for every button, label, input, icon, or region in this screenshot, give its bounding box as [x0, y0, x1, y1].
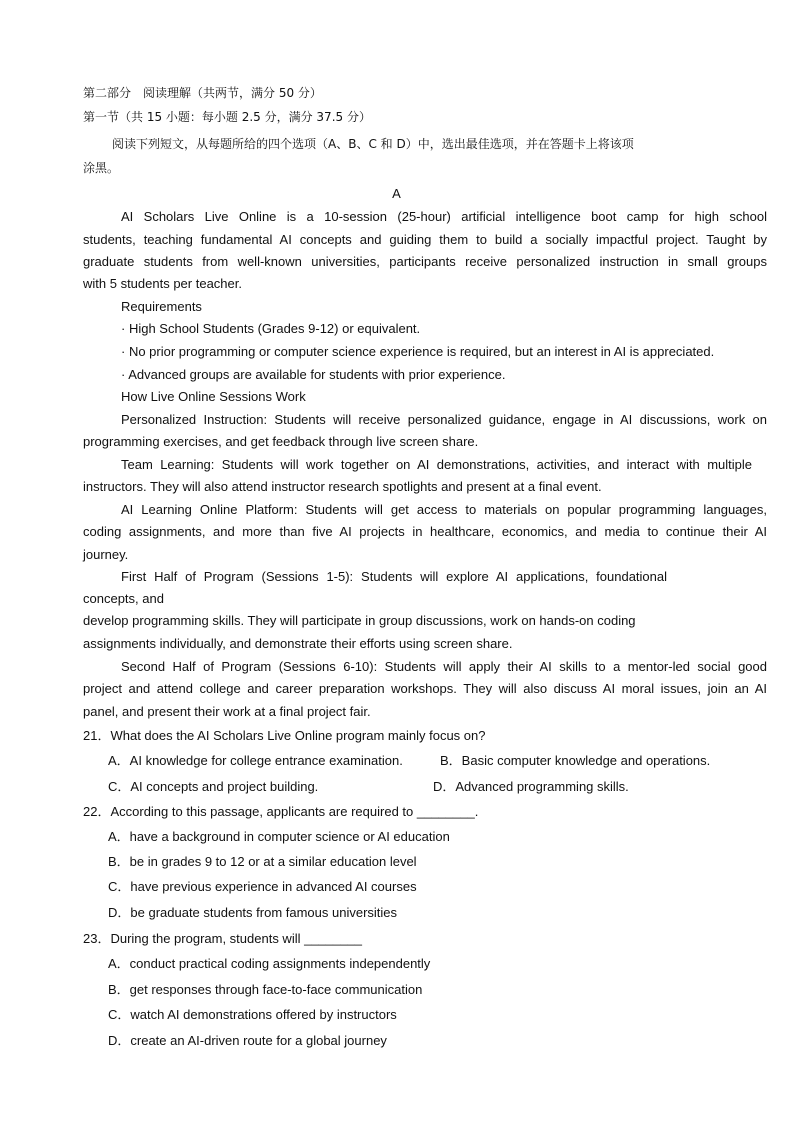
passage-line: concepts, and — [83, 591, 164, 606]
passage-line: AI Learning Online Platform: Students will get access to materials on popular programming languages, — [121, 502, 767, 517]
instructions-line: 涂黑。 — [83, 161, 120, 175]
passage-line: journey. — [83, 547, 129, 562]
section-title: 第一节（共 15 小题：每小题 2.5 分，满分 37.5 分） — [83, 110, 371, 124]
option-c: C．have previous experience in advanced AI courses — [108, 879, 417, 894]
option-b: B．get responses through face-to-face communication — [108, 982, 423, 997]
passage-line: project and attend college and career preparation workshops. They will also discuss AI moral issues, join an AI — [83, 681, 767, 696]
requirement-item: · High School Students (Grades 9-12) or equivalent. — [121, 321, 421, 336]
option-c: C．watch AI demonstrations offered by instructors — [108, 1007, 397, 1022]
passage-line: with 5 students per teacher. — [83, 276, 242, 291]
passage-line: Personalized Instruction: Students will receive personalized guidance, engage in AI discussions, work on — [121, 412, 767, 427]
passage-line: students, teaching fundamental AI concepts and guiding them to build a socially impactful project. Taught by — [83, 232, 767, 247]
passage-line: instructors. They will also attend instructor research spotlights and present at a final event. — [83, 479, 602, 494]
question-stem: 22．According to this passage, applicants are required to ________. — [83, 804, 479, 819]
instructions-line: 阅读下列短文，从每题所给的四个选项（A、B、C 和 D）中，选出最佳选项，并在答题卡上将该项 — [112, 137, 634, 151]
passage-line: assignments individually, and demonstrate their efforts using screen share. — [83, 636, 513, 651]
passage-line: Team Learning: Students will work together on AI demonstrations, activities, and interact with multiple — [121, 457, 752, 472]
option-d: D．create an AI-driven route for a global journey — [108, 1033, 387, 1048]
passage-line: Second Half of Program (Sessions 6-10): Students will apply their AI skills to a mentor-led social good — [121, 659, 767, 674]
passage-label: A — [392, 186, 401, 201]
passage-line: First Half of Program (Sessions 1-5): Students will explore AI applications, foundational — [121, 569, 667, 584]
option-d: D．be graduate students from famous universities — [108, 905, 398, 920]
option-b: B．Basic computer knowledge and operations. — [440, 753, 711, 768]
passage-line: coding assignments, and more than five AI projects in healthcare, economics, and media to continue their AI — [83, 524, 767, 539]
part-title: 第二部分 阅读理解（共两节，满分 50 分） — [83, 86, 322, 100]
requirement-item: · Advanced groups are available for students with prior experience. — [121, 367, 506, 382]
option-a: A．AI knowledge for college entrance examination. — [108, 753, 403, 768]
passage-line: graduate students from well-known universities, participants receive personalized instruction in small groups — [83, 254, 767, 269]
question-stem: 21．What does the AI Scholars Live Online program mainly focus on? — [83, 728, 486, 743]
passage-line: develop programming skills. They will participate in group discussions, work on hands-on coding — [83, 613, 636, 628]
requirement-item: · No prior programming or computer science experience is required, but an interest in AI is appreciated. — [121, 344, 715, 359]
option-b: B．be in grades 9 to 12 or at a similar education level — [108, 854, 417, 869]
requirements-heading: Requirements — [121, 299, 202, 314]
passage-line: AI Scholars Live Online is a 10-session (25-hour) artificial intelligence boot camp for high school — [121, 209, 767, 224]
option-c: C．AI concepts and project building. — [108, 779, 319, 794]
how-heading: How Live Online Sessions Work — [121, 389, 306, 404]
option-a: A．have a background in computer science or AI education — [108, 829, 450, 844]
question-stem: 23．During the program, students will ________ — [83, 931, 362, 946]
option-d: D．Advanced programming skills. — [433, 779, 629, 794]
option-a: A．conduct practical coding assignments independently — [108, 956, 431, 971]
passage-line: panel, and present their work at a final project fair. — [83, 704, 371, 719]
passage-line: programming exercises, and get feedback through live screen share. — [83, 434, 479, 449]
